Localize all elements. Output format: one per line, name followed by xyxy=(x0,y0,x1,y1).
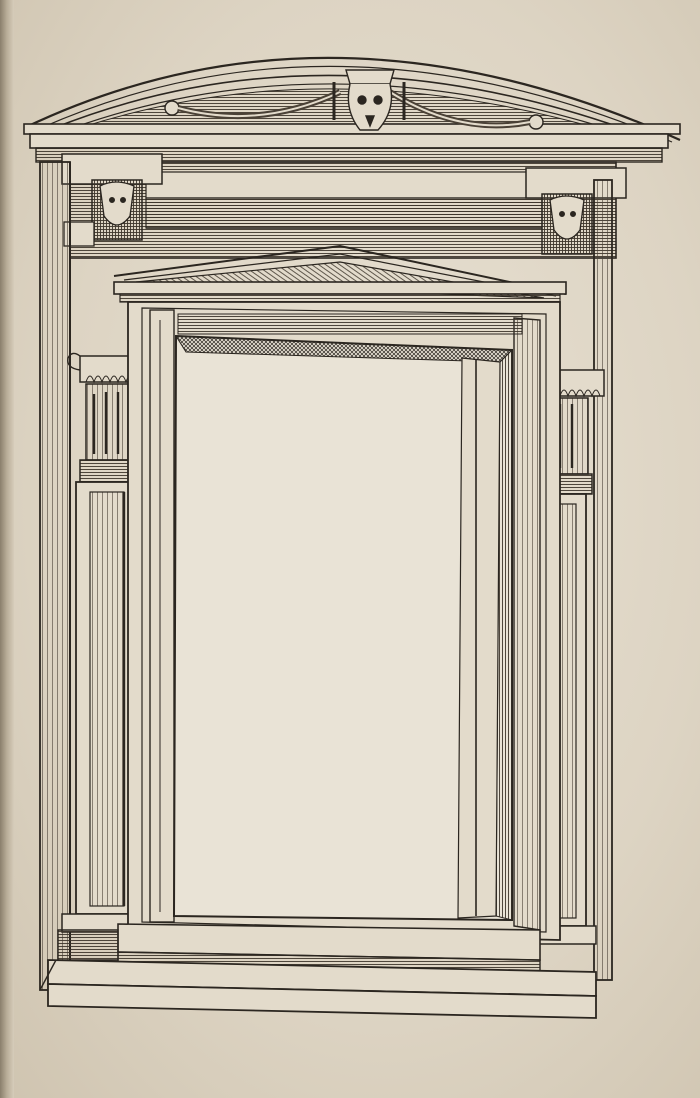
entablature xyxy=(62,154,626,258)
door-frame xyxy=(128,302,560,940)
arched-pediment xyxy=(24,58,680,162)
door-steps xyxy=(40,924,596,1018)
